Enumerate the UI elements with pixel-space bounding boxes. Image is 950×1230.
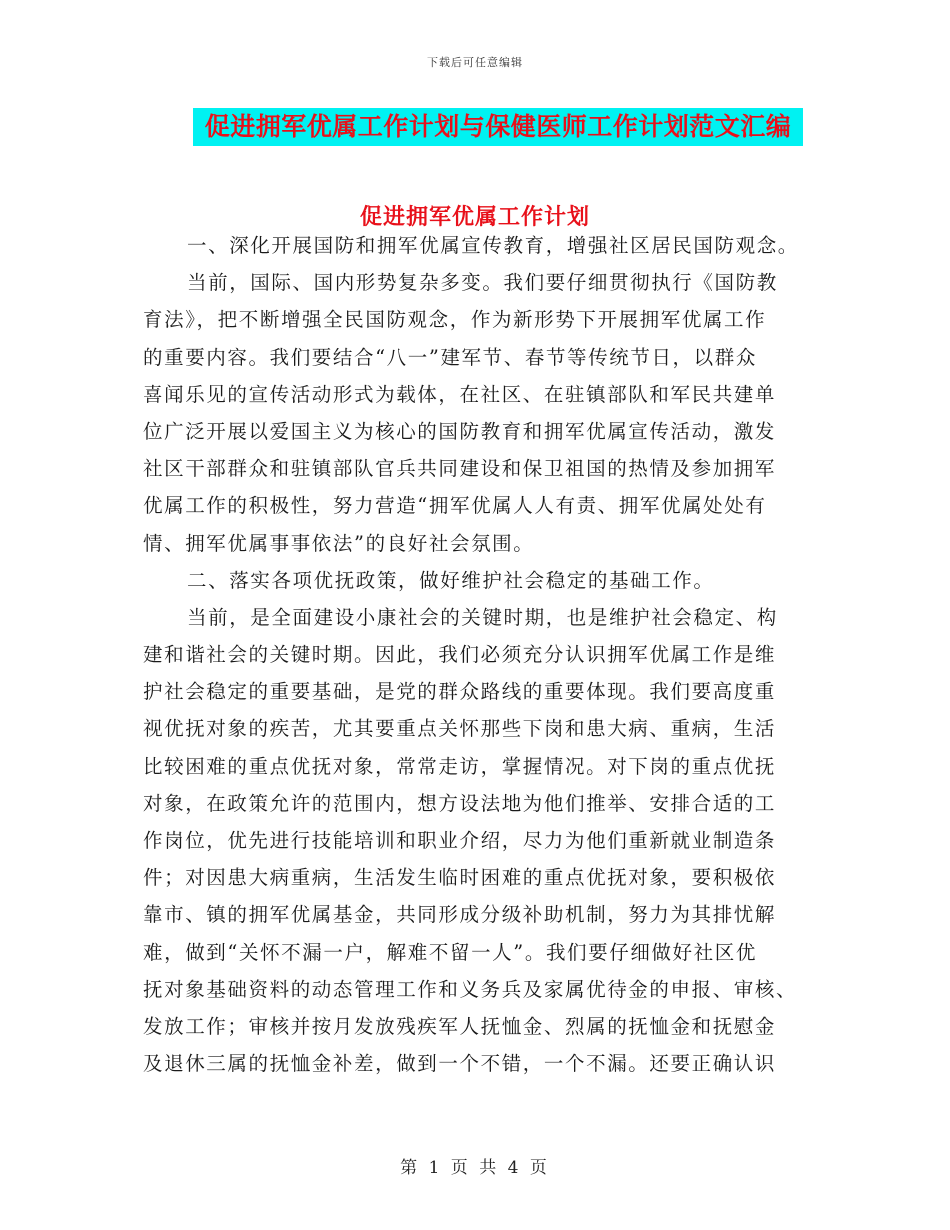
- paragraph-heading-1: 一、深化开展国防和拥军优属宣传教育，增强社区居民国防观念。: [187, 234, 799, 257]
- text-line: 靠市、镇的拥军优属基金，共同形成分级补助机制，努力为其排忧解: [143, 903, 777, 927]
- text-line: 比较困难的重点优抚对象，常常走访，掌握情况。对下岗的重点优抚: [143, 754, 777, 778]
- page-number-footer: 第 1 页 共 4 页: [400, 1158, 550, 1178]
- text-line: 当前，国际、国内形势复杂多变。我们要仔细贯彻执行《国防教: [187, 271, 778, 295]
- text-line: 位广泛开展以爱国主义为核心的国防教育和拥军优属宣传活动，激发: [143, 419, 777, 443]
- text-line: 当前，是全面建设小康社会的关键时期，也是维护社会稳定、构: [187, 605, 778, 629]
- text-line: 对象，在政策允许的范围内，想方设法地为他们推举、安排合适的工: [143, 791, 777, 815]
- text-line: 喜闻乐见的宣传活动形式为载体，在社区、在驻镇部队和军民共建单: [143, 382, 777, 406]
- text-line: 情、拥军优属事事依法”的良好社会氛围。: [143, 531, 535, 555]
- text-line: 难，做到“关怀不漏一户，解难不留一人”。我们要仔细做好社区优: [143, 940, 757, 964]
- text-line: 建和谐社会的关键时期。因此，我们必须充分认识拥军优属工作是维: [143, 643, 777, 667]
- text-line: 抚对象基础资料的动态管理工作和义务兵及家属优待金的申报、审核、: [143, 977, 798, 1001]
- section-title: 促进拥军优属工作计划: [359, 204, 590, 230]
- document-title: 促进拥军优属工作计划与保健医师工作计划范文汇编: [193, 108, 803, 146]
- text-line: 件；对因患大病重病，生活发生临时困难的重点优抚对象，要积极依: [143, 866, 777, 890]
- paragraph-heading-2: 二、落实各项优抚政策，做好维护社会稳定的基础工作。: [187, 568, 715, 592]
- text-line: 护社会稳定的重要基础，是党的群众路线的重要体现。我们要高度重: [143, 680, 777, 704]
- text-line: 及退休三属的抚恤金补差，做到一个不错，一个不漏。还要正确认识: [143, 1052, 777, 1076]
- text-line: 视优抚对象的疾苦，尤其要重点关怀那些下岗和患大病、重病，生活: [143, 717, 777, 741]
- text-line: 优属工作的积极性，努力营造“拥军优属人人有责、拥军优属处处有: [143, 494, 767, 518]
- text-line: 作岗位，优先进行技能培训和职业介绍，尽力为他们重新就业制造条: [143, 829, 777, 852]
- body-text: [143, 227, 823, 1082]
- header-note: 下载后可任意编辑: [427, 56, 523, 69]
- text-line: 发放工作；审核并按月发放残疾军人抚恤金、烈属的抚恤金和抚慰金: [143, 1014, 777, 1038]
- text-line: 的重要内容。我们要结合“八一”建军节、春节等传统节日，以群众: [143, 345, 757, 369]
- text-line: 育法》，把不断增强全民国防观念，作为新形势下开展拥军优属工作: [143, 308, 767, 332]
- text-line: 社区干部群众和驻镇部队官兵共同建设和保卫祖国的热情及参加拥军: [143, 457, 777, 481]
